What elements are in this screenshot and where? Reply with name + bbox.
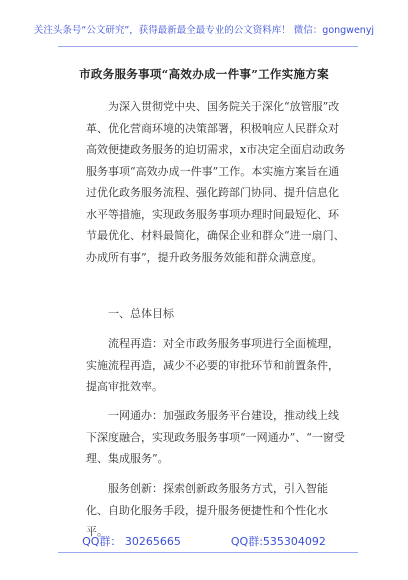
footer-divider: [58, 552, 358, 553]
footer-qq-left: QQ群： 30265665: [82, 535, 181, 548]
intro-paragraph: 为深入贯彻党中央、国务院关于深化“放管服”改革、优化营商环境的决策部署，积极响应人民群众对高效便捷政务服务的迫切需求，x市决定全面启动政务服务事项“高效办成一件事”工作。本实施方案旨在通过优化政务服务流程、强化跨部门协同、提升信息化水平等措施，实现政务服务事项办理时间最短化、环节最优化、材料最简化，确保企业和群众“进一扇门、办成所有事”，提升政务服务效能和群众满意度。: [86, 100, 346, 264]
header-banner: 关注头条号“公文研究”，获得最新最全最专业的公文资料库！ 微信：gongwenyj: [33, 25, 375, 36]
footer-qq-right: QQ群:535304092: [230, 535, 326, 548]
goal-process-reengineering: 流程再造：对全市政务服务事项进行全面梳理，实施流程再造，减少不必要的审批环节和前置条件，提高审批效率。: [86, 337, 339, 393]
goal-service-innovation: 服务创新：探索创新政务服务方式，引入智能化、自助化服务手段，提升服务便捷性和个性化水平。: [86, 482, 328, 538]
goal-one-network: 一网通办：加强政务服务平台建设，推动线上线下深度融合，实现政务服务事项“一网通办”、“一窗受理、集成服务”。: [86, 409, 345, 465]
section-heading: 一、总体目标: [108, 307, 174, 320]
document-title: 市政务服务事项“高效办成一件事”工作实施方案: [79, 67, 329, 81]
footer-qq-groups: [0, 533, 408, 549]
header-divider: [58, 46, 358, 47]
